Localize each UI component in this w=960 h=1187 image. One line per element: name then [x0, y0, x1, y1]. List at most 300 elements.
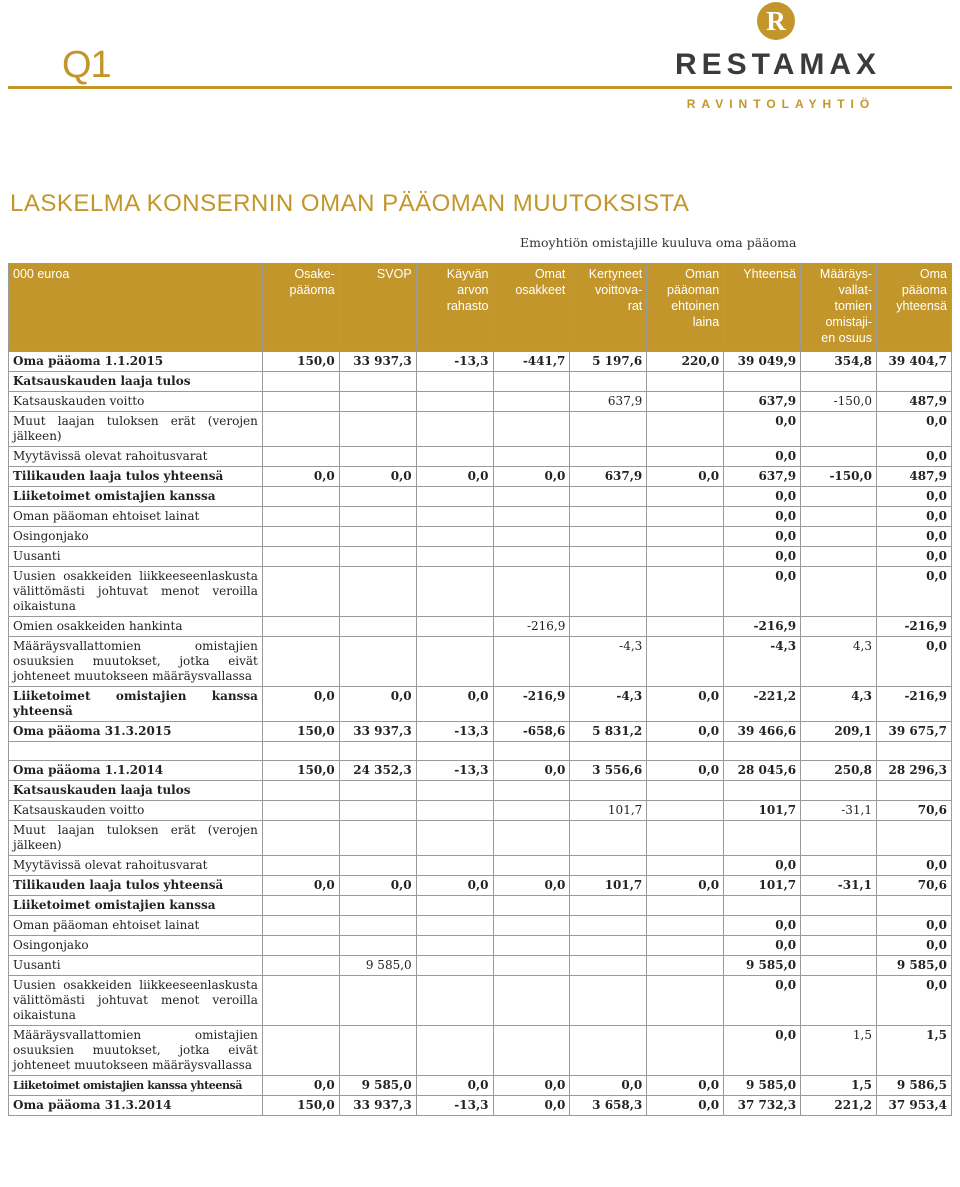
- row-label: Liiketoimet omistajien kanssa yhteensä: [9, 687, 263, 722]
- value-cell: [262, 896, 339, 916]
- table-row: [9, 412, 952, 447]
- page-title: LASKELMA KONSERNIN OMAN PÄÄOMAN MUUTOKSISTA: [10, 190, 690, 217]
- value-cell: [801, 821, 877, 856]
- table-row: [9, 976, 952, 1026]
- value-cell: [339, 527, 416, 547]
- value-cell: 9 585,0: [724, 956, 801, 976]
- value-cell: [416, 956, 493, 976]
- value-cell: [570, 896, 647, 916]
- value-cell: 0,0: [877, 567, 952, 617]
- value-cell: [262, 781, 339, 801]
- row-label: Osingonjako: [9, 936, 263, 956]
- table-row: [9, 467, 952, 487]
- value-cell: [801, 507, 877, 527]
- row-label: Muut laajan tuloksen erät (verojen jälkeen): [9, 821, 263, 856]
- value-cell: 637,9: [724, 467, 801, 487]
- value-cell: [493, 976, 570, 1026]
- table-row: [9, 392, 952, 412]
- value-cell: [570, 547, 647, 567]
- value-cell: -216,9: [493, 687, 570, 722]
- value-cell: 150,0: [262, 761, 339, 781]
- value-cell: [493, 412, 570, 447]
- empty-cell: [801, 742, 877, 761]
- value-cell: 5 831,2: [570, 722, 647, 742]
- value-cell: 0,0: [724, 916, 801, 936]
- row-label: Liiketoimet omistajien kanssa: [9, 487, 263, 507]
- value-cell: [416, 637, 493, 687]
- value-cell: [647, 412, 724, 447]
- value-cell: [877, 821, 952, 856]
- value-cell: 0,0: [877, 447, 952, 467]
- value-cell: 0,0: [877, 637, 952, 687]
- value-cell: 0,0: [262, 687, 339, 722]
- value-cell: [262, 547, 339, 567]
- value-cell: [339, 801, 416, 821]
- row-label: Myytävissä olevat rahoitusvarat: [9, 856, 263, 876]
- table-row: [9, 527, 952, 547]
- value-cell: [801, 412, 877, 447]
- value-cell: -221,2: [724, 687, 801, 722]
- table-row: [9, 507, 952, 527]
- value-cell: 0,0: [724, 1026, 801, 1076]
- empty-cell: [724, 742, 801, 761]
- value-cell: [339, 412, 416, 447]
- value-cell: -13,3: [416, 722, 493, 742]
- row-label: Liiketoimet omistajien kanssa yhteensä: [9, 1076, 263, 1096]
- value-cell: [647, 916, 724, 936]
- value-cell: 637,9: [570, 467, 647, 487]
- value-cell: 4,3: [801, 637, 877, 687]
- value-cell: 0,0: [724, 936, 801, 956]
- col-header-retained-earnings: Kertyneet voittova- rat: [570, 264, 647, 352]
- value-cell: [262, 617, 339, 637]
- row-label: Liiketoimet omistajien kanssa: [9, 896, 263, 916]
- value-cell: [416, 447, 493, 467]
- value-cell: 637,9: [570, 392, 647, 412]
- value-cell: -13,3: [416, 352, 493, 372]
- row-label: Katsauskauden voitto: [9, 392, 263, 412]
- value-cell: [493, 527, 570, 547]
- value-cell: [262, 507, 339, 527]
- value-cell: [877, 896, 952, 916]
- value-cell: [493, 821, 570, 856]
- value-cell: [262, 412, 339, 447]
- col-header-equity-loan: Oman pääoman ehtoinen laina: [647, 264, 724, 352]
- value-cell: [724, 821, 801, 856]
- row-label: Oma pääoma 31.3.2014: [9, 1096, 263, 1116]
- value-cell: 0,0: [339, 687, 416, 722]
- value-cell: [570, 447, 647, 467]
- value-cell: 101,7: [724, 801, 801, 821]
- value-cell: 221,2: [801, 1096, 877, 1116]
- value-cell: [493, 547, 570, 567]
- value-cell: 487,9: [877, 467, 952, 487]
- table-row: [9, 372, 952, 392]
- value-cell: [647, 1026, 724, 1076]
- row-label: Oma pääoma 1.1.2014: [9, 761, 263, 781]
- empty-cell: [647, 742, 724, 761]
- value-cell: [647, 976, 724, 1026]
- value-cell: [262, 447, 339, 467]
- value-cell: [647, 547, 724, 567]
- value-cell: 150,0: [262, 352, 339, 372]
- row-label: Oma pääoma 1.1.2015: [9, 352, 263, 372]
- row-label: Uusanti: [9, 956, 263, 976]
- row-label: Uusanti: [9, 547, 263, 567]
- value-cell: [801, 527, 877, 547]
- value-cell: 0,0: [724, 447, 801, 467]
- value-cell: [493, 856, 570, 876]
- value-cell: [262, 976, 339, 1026]
- value-cell: [262, 567, 339, 617]
- value-cell: 0,0: [647, 876, 724, 896]
- value-cell: [570, 507, 647, 527]
- row-label: Määräysvallattomien omistajien osuuksien muutokset, jotka eivät johteneet muutokseen määräysvallassa: [9, 1026, 263, 1076]
- value-cell: [801, 956, 877, 976]
- value-cell: 33 937,3: [339, 1096, 416, 1116]
- value-cell: [416, 487, 493, 507]
- value-cell: [262, 392, 339, 412]
- value-cell: 487,9: [877, 392, 952, 412]
- value-cell: 0,0: [647, 761, 724, 781]
- value-cell: [647, 392, 724, 412]
- value-cell: 0,0: [339, 876, 416, 896]
- value-cell: [647, 487, 724, 507]
- value-cell: 9 585,0: [339, 1076, 416, 1096]
- value-cell: 37 732,3: [724, 1096, 801, 1116]
- quarter-label: Q1: [62, 44, 111, 86]
- value-cell: [493, 392, 570, 412]
- value-cell: [801, 547, 877, 567]
- value-cell: [647, 936, 724, 956]
- value-cell: [262, 487, 339, 507]
- table-row: [9, 896, 952, 916]
- brand-name: RESTAMAX: [674, 48, 882, 81]
- value-cell: [877, 781, 952, 801]
- value-cell: 0,0: [877, 936, 952, 956]
- value-cell: -216,9: [877, 687, 952, 722]
- table-row: [9, 801, 952, 821]
- value-cell: [262, 801, 339, 821]
- table-row: [9, 447, 952, 467]
- row-label: Uusien osakkeiden liikkeeseenlaskusta välittömästi johtuvat menot veroilla oikaistuna: [9, 976, 263, 1026]
- value-cell: [339, 547, 416, 567]
- value-cell: [493, 781, 570, 801]
- value-cell: [493, 372, 570, 392]
- value-cell: [801, 447, 877, 467]
- value-cell: 250,8: [801, 761, 877, 781]
- value-cell: [801, 567, 877, 617]
- value-cell: 37 953,4: [877, 1096, 952, 1116]
- value-cell: [647, 637, 724, 687]
- value-cell: 28 296,3: [877, 761, 952, 781]
- value-cell: [647, 896, 724, 916]
- table-row: [9, 781, 952, 801]
- table-row: [9, 722, 952, 742]
- value-cell: 0,0: [416, 1076, 493, 1096]
- value-cell: 3 658,3: [570, 1096, 647, 1116]
- col-header-own-shares: Omat osakkeet: [493, 264, 570, 352]
- value-cell: 39 404,7: [877, 352, 952, 372]
- value-cell: -441,7: [493, 352, 570, 372]
- value-cell: [416, 567, 493, 617]
- value-cell: [339, 916, 416, 936]
- value-cell: 0,0: [724, 856, 801, 876]
- column-group-caption: Emoyhtiön omistajille kuuluva oma pääoma: [520, 235, 797, 250]
- empty-cell: [570, 742, 647, 761]
- value-cell: [416, 896, 493, 916]
- value-cell: [416, 507, 493, 527]
- value-cell: [493, 936, 570, 956]
- row-label: Omien osakkeiden hankinta: [9, 617, 263, 637]
- value-cell: -150,0: [801, 467, 877, 487]
- value-cell: 3 556,6: [570, 761, 647, 781]
- value-cell: [570, 821, 647, 856]
- value-cell: 9 585,0: [339, 956, 416, 976]
- col-header-label: 000 euroa: [9, 264, 263, 352]
- value-cell: [416, 547, 493, 567]
- value-cell: [801, 936, 877, 956]
- value-cell: [493, 637, 570, 687]
- value-cell: [416, 527, 493, 547]
- value-cell: [262, 916, 339, 936]
- value-cell: 0,0: [416, 687, 493, 722]
- value-cell: [493, 956, 570, 976]
- value-cell: 0,0: [262, 1076, 339, 1096]
- value-cell: 39 466,6: [724, 722, 801, 742]
- value-cell: [416, 617, 493, 637]
- value-cell: 28 045,6: [724, 761, 801, 781]
- row-label: Oman pääoman ehtoiset lainat: [9, 916, 263, 936]
- table-row: [9, 567, 952, 617]
- value-cell: -13,3: [416, 761, 493, 781]
- value-cell: [570, 976, 647, 1026]
- value-cell: 0,0: [724, 507, 801, 527]
- row-label: Määräysvallattomien omistajien osuuksien muutokset, jotka eivät johteneet muutokseen määräysvallassa: [9, 637, 263, 687]
- value-cell: [570, 372, 647, 392]
- value-cell: [570, 412, 647, 447]
- empty-cell: [493, 742, 570, 761]
- value-cell: [339, 936, 416, 956]
- value-cell: 5 197,6: [570, 352, 647, 372]
- value-cell: [262, 1026, 339, 1076]
- value-cell: 0,0: [724, 487, 801, 507]
- value-cell: [339, 447, 416, 467]
- value-cell: [801, 781, 877, 801]
- value-cell: [339, 567, 416, 617]
- table-row: [9, 916, 952, 936]
- value-cell: 4,3: [801, 687, 877, 722]
- value-cell: 209,1: [801, 722, 877, 742]
- value-cell: [262, 372, 339, 392]
- value-cell: [570, 1026, 647, 1076]
- value-cell: [801, 976, 877, 1026]
- value-cell: [801, 896, 877, 916]
- table-row: [9, 821, 952, 856]
- value-cell: 354,8: [801, 352, 877, 372]
- value-cell: [570, 956, 647, 976]
- value-cell: 101,7: [570, 801, 647, 821]
- value-cell: 1,5: [801, 1076, 877, 1096]
- table-row: [9, 617, 952, 637]
- value-cell: [262, 956, 339, 976]
- empty-cell: [339, 742, 416, 761]
- value-cell: 0,0: [493, 761, 570, 781]
- row-label: Katsauskauden laaja tulos: [9, 781, 263, 801]
- value-cell: 0,0: [724, 567, 801, 617]
- value-cell: [647, 567, 724, 617]
- table-row: [9, 637, 952, 687]
- value-cell: 39 675,7: [877, 722, 952, 742]
- value-cell: [416, 976, 493, 1026]
- value-cell: [339, 392, 416, 412]
- header-divider: [8, 86, 952, 89]
- value-cell: [570, 487, 647, 507]
- value-cell: [493, 896, 570, 916]
- value-cell: [801, 916, 877, 936]
- value-cell: [570, 781, 647, 801]
- value-cell: [493, 916, 570, 936]
- empty-cell: [877, 742, 952, 761]
- value-cell: [416, 936, 493, 956]
- table-row: [9, 687, 952, 722]
- value-cell: [416, 856, 493, 876]
- value-cell: [339, 637, 416, 687]
- value-cell: [647, 801, 724, 821]
- value-cell: 0,0: [647, 1096, 724, 1116]
- value-cell: -150,0: [801, 392, 877, 412]
- row-label: Oma pääoma 31.3.2015: [9, 722, 263, 742]
- value-cell: [493, 1026, 570, 1076]
- value-cell: -216,9: [724, 617, 801, 637]
- value-cell: 0,0: [416, 876, 493, 896]
- value-cell: [339, 896, 416, 916]
- value-cell: 0,0: [493, 1076, 570, 1096]
- value-cell: -216,9: [877, 617, 952, 637]
- value-cell: 0,0: [570, 1076, 647, 1096]
- value-cell: [339, 1026, 416, 1076]
- value-cell: [339, 976, 416, 1026]
- value-cell: [416, 372, 493, 392]
- value-cell: [493, 447, 570, 467]
- value-cell: 150,0: [262, 1096, 339, 1116]
- value-cell: [647, 956, 724, 976]
- value-cell: [416, 412, 493, 447]
- table-row: [9, 547, 952, 567]
- value-cell: -31,1: [801, 876, 877, 896]
- value-cell: [724, 781, 801, 801]
- value-cell: [647, 821, 724, 856]
- value-cell: 0,0: [262, 467, 339, 487]
- value-cell: [647, 527, 724, 547]
- row-label: Tilikauden laaja tulos yhteensä: [9, 467, 263, 487]
- value-cell: 9 585,0: [724, 1076, 801, 1096]
- value-cell: 0,0: [339, 467, 416, 487]
- value-cell: 101,7: [724, 876, 801, 896]
- table-row: [9, 856, 952, 876]
- value-cell: 0,0: [647, 467, 724, 487]
- value-cell: [262, 637, 339, 687]
- empty-cell: [262, 742, 339, 761]
- row-label: Muut laajan tuloksen erät (verojen jälkeen): [9, 412, 263, 447]
- value-cell: 0,0: [877, 527, 952, 547]
- value-cell: 0,0: [416, 467, 493, 487]
- value-cell: -4,3: [570, 687, 647, 722]
- value-cell: 1,5: [877, 1026, 952, 1076]
- value-cell: 0,0: [877, 487, 952, 507]
- value-cell: 33 937,3: [339, 722, 416, 742]
- value-cell: [570, 856, 647, 876]
- value-cell: 70,6: [877, 876, 952, 896]
- value-cell: [877, 372, 952, 392]
- value-cell: [647, 856, 724, 876]
- value-cell: [339, 617, 416, 637]
- value-cell: [493, 507, 570, 527]
- col-header-minority: Määräys- vallat- tomien omistaji- en osuus: [801, 264, 877, 352]
- value-cell: [493, 567, 570, 617]
- value-cell: 0,0: [877, 916, 952, 936]
- value-cell: [647, 781, 724, 801]
- spacer-row: [9, 742, 952, 761]
- value-cell: [416, 392, 493, 412]
- value-cell: 0,0: [493, 467, 570, 487]
- value-cell: [801, 372, 877, 392]
- value-cell: [262, 527, 339, 547]
- value-cell: [416, 781, 493, 801]
- value-cell: 70,6: [877, 801, 952, 821]
- row-label: Osingonjako: [9, 527, 263, 547]
- col-header-equity-total: Oma pääoma yhteensä: [877, 264, 952, 352]
- value-cell: [493, 801, 570, 821]
- value-cell: -4,3: [724, 637, 801, 687]
- value-cell: [647, 507, 724, 527]
- table-row: [9, 761, 952, 781]
- col-header-share-capital: Osake- pääoma: [262, 264, 339, 352]
- value-cell: -216,9: [493, 617, 570, 637]
- value-cell: -658,6: [493, 722, 570, 742]
- value-cell: 637,9: [724, 392, 801, 412]
- value-cell: [647, 617, 724, 637]
- value-cell: 9 585,0: [877, 956, 952, 976]
- value-cell: 0,0: [647, 1076, 724, 1096]
- value-cell: 150,0: [262, 722, 339, 742]
- value-cell: [262, 821, 339, 856]
- value-cell: [493, 487, 570, 507]
- value-cell: 0,0: [877, 976, 952, 1026]
- value-cell: [570, 527, 647, 547]
- value-cell: -4,3: [570, 637, 647, 687]
- value-cell: [416, 821, 493, 856]
- value-cell: [339, 507, 416, 527]
- row-label: Tilikauden laaja tulos yhteensä: [9, 876, 263, 896]
- value-cell: [570, 567, 647, 617]
- value-cell: 0,0: [877, 547, 952, 567]
- table-row: [9, 956, 952, 976]
- value-cell: 0,0: [877, 412, 952, 447]
- value-cell: [647, 447, 724, 467]
- value-cell: [724, 896, 801, 916]
- value-cell: 0,0: [262, 876, 339, 896]
- value-cell: [801, 856, 877, 876]
- value-cell: 0,0: [724, 976, 801, 1026]
- value-cell: 0,0: [724, 547, 801, 567]
- brand-subtitle: RAVINTOLAYHTIÖ: [686, 97, 876, 111]
- value-cell: [570, 916, 647, 936]
- row-label: Katsauskauden voitto: [9, 801, 263, 821]
- value-cell: 24 352,3: [339, 761, 416, 781]
- table-row: [9, 1076, 952, 1096]
- value-cell: 9 586,5: [877, 1076, 952, 1096]
